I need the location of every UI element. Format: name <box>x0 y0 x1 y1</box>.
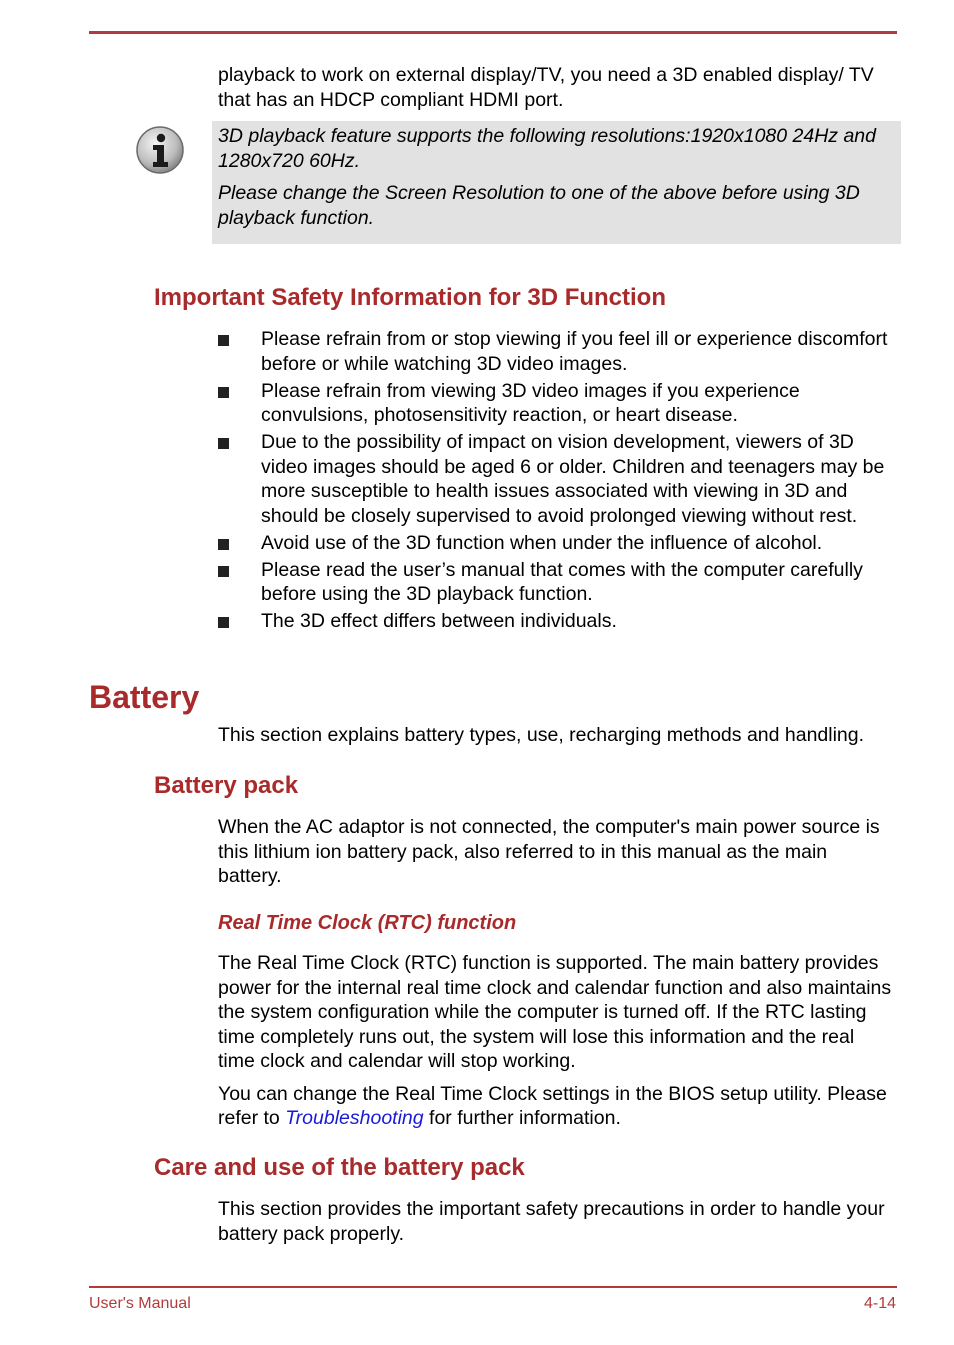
battery-intro-text: This section explains battery types, use, recharging methods and handling. <box>218 724 865 746</box>
rtc-paragraph-2 <box>218 1082 894 1131</box>
list-item <box>218 327 898 376</box>
list-item <box>218 531 898 556</box>
list-item-text: The 3D effect differs between individuals. <box>261 610 617 632</box>
intro-paragraph <box>218 63 890 120</box>
footer-title: User's Manual <box>89 1295 191 1312</box>
list-item <box>218 379 898 428</box>
safety-list <box>218 327 898 636</box>
list-item <box>218 430 898 528</box>
list-item <box>218 558 898 607</box>
list-item-text: Please read the user’s manual that comes with the computer carefully before using the 3D playback function. <box>261 558 863 605</box>
troubleshooting-link[interactable]: Troubleshooting <box>285 1107 424 1129</box>
rtc-paragraph-1: The Real Time Clock (RTC) function is supported. The main battery provides power for the internal real time clock and calendar function and also maintains the system configuration while the computer is turned off. If the RTC lasting time completely runs out, the system will lose this information and the real time clock and calendar will stop working. <box>218 952 892 1072</box>
care-heading: Care and use of the battery pack <box>154 1154 525 1181</box>
intro-text: playback to work on external display/TV, you need a 3D enabled display/ TV that has an HDCP compliant HDMI port. <box>218 64 874 111</box>
bullet-square-icon <box>218 387 229 398</box>
note-text <box>218 124 896 238</box>
list-item-text: Due to the possibility of impact on vision development, viewers of 3D video images should be aged 6 or older. Children and teenagers may be more susceptible to health issues associated with viewing in 3D and should be closely supervised to avoid prolonged viewing without rest. <box>261 431 885 527</box>
bullet-square-icon <box>218 438 229 449</box>
rtc-heading: Real Time Clock (RTC) function <box>218 912 517 934</box>
rtc-paragraph-2-end: for further information. <box>423 1107 621 1129</box>
safety-heading: Important Safety Information for 3D Function <box>154 284 667 311</box>
note-paragraph-1: 3D playback feature supports the following resolutions:1920x1080 24Hz and 1280x720 60Hz. <box>218 125 877 172</box>
bullet-square-icon <box>218 335 229 346</box>
care-text: This section provides the important safety precautions in order to handle your battery pack properly. <box>218 1198 885 1245</box>
battery-pack-text: When the AC adaptor is not connected, the computer's main power source is this lithium ion battery pack, also referred to in this manual as the main battery. <box>218 816 880 887</box>
care-paragraph <box>218 1197 894 1254</box>
note-paragraph-2: Please change the Screen Resolution to one of the above before using 3D playback function. <box>218 182 860 229</box>
bullet-square-icon <box>218 566 229 577</box>
battery-pack-paragraph <box>218 815 894 897</box>
header-rule <box>89 31 897 34</box>
info-icon <box>134 124 186 176</box>
list-item-text: Please refrain from viewing 3D video images if you experience convulsions, photosensitivity reaction, or heart disease. <box>261 379 800 426</box>
list-item-text: Please refrain from or stop viewing if you feel ill or experience discomfort before or while watching 3D video images. <box>261 328 888 375</box>
battery-intro <box>218 723 898 756</box>
rtc-section <box>218 951 894 1139</box>
battery-heading: Battery <box>89 679 200 715</box>
footer-rule <box>89 1286 897 1288</box>
battery-pack-heading: Battery pack <box>154 772 299 799</box>
bullet-square-icon <box>218 539 229 550</box>
rtc-paragraph-2-start: You can change the Real Time Clock settings in the BIOS setup utility. Please refer to <box>218 1082 887 1129</box>
page-number: 4-14 <box>863 1295 896 1312</box>
list-item-text: Avoid use of the 3D function when under the influence of alcohol. <box>261 531 823 554</box>
bullet-square-icon <box>218 617 229 628</box>
list-item <box>218 609 898 634</box>
